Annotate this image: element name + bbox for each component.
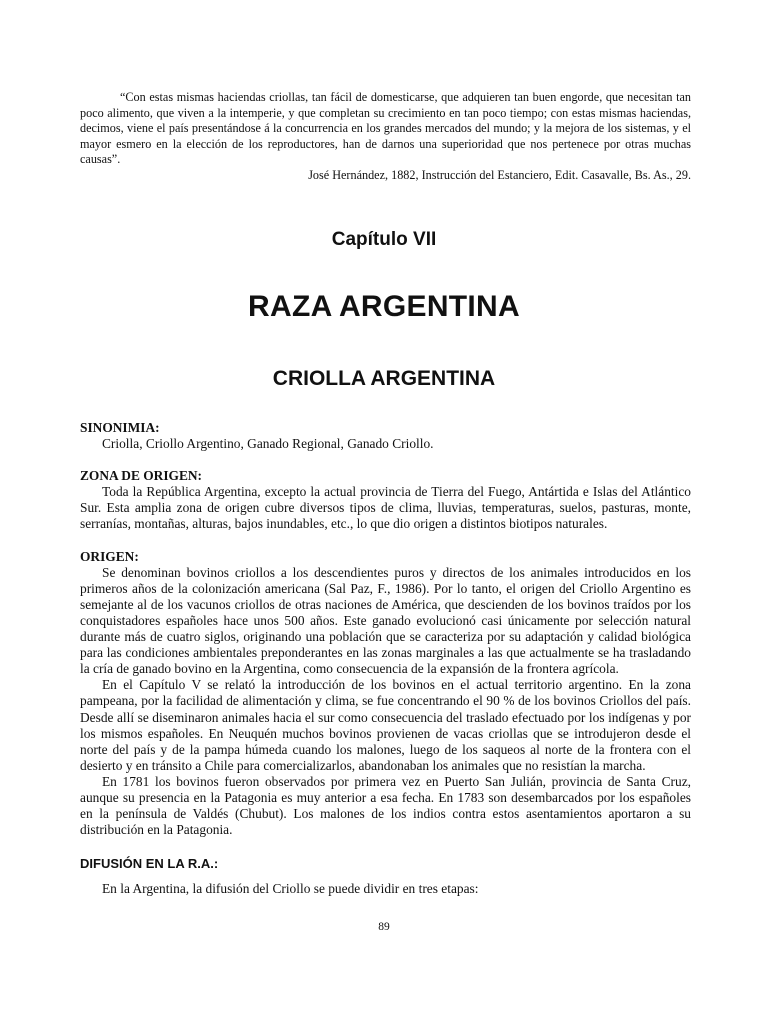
section-heading: ZONA DE ORIGEN: — [80, 468, 203, 484]
section-paragraph: En el Capítulo V se relató la introducción de los bovinos en el actual territorio argentino. En la zona pampeana, por la facilidad de alimentación y clima, se fue concentrando el 90 % de los bovinos Criollos del país. Desde allí se diseminaron animales hacia el sur como consecuencia del traslado efectuado por los indígenas y por los mismos españoles. En Neuquén muchos bovinos provienen de vacas criollas que se introdujeron desde el norte del país y de la pampa húmeda cuando los malones, luego de los saqueos al norte de la frontera con el desierto y en tránsito a Chile para comercializarlos, abandonaban los animales que no resistían la marcha. — [80, 677, 691, 773]
section-paragraph: Toda la República Argentina, excepto la actual provincia de Tierra del Fuego, Antártida e Islas del Atlántico Sur. Esta amplia zona de origen cubre diversos tipos de clima, lluvias, temperaturas, suelos, pasturas, monte, serranías, montañas, alturas, bajos inundables, etc., lo que dio origen a distintos biotipos naturales. — [80, 484, 691, 532]
section-paragraph: En 1781 los bovinos fueron observados por primera vez en Puerto San Julián, provincia de Santa Cruz, aunque su presencia en la Patagonia es muy anterior a esa fecha. En 1783 son desembarcados por los españoles en la península de Valdés (Chubut). Los malones de los indios contra estos asentamientos aportaron a su distribución en la Patagonia. — [80, 773, 691, 838]
section-zona-de-origen — [80, 468, 691, 532]
section-sinonimia — [80, 420, 691, 452]
section-heading: DIFUSIÓN EN LA R.A.: — [80, 856, 219, 872]
page-subtitle: CRIOLLA ARGENTINA — [272, 367, 496, 390]
section-heading: ORIGEN: — [80, 548, 139, 564]
epigraph-citation: José Hernández, 1882, Instrucción del Estanciero, Edit. Casavalle, Bs. As., 29. — [308, 167, 691, 182]
document-body — [80, 420, 691, 897]
epigraph — [80, 90, 691, 184]
epigraph-quote: “Con estas mismas haciendas criollas, tan fácil de domesticarse, que adquieren tan buen engorde, que necesitan tan poco alimento, que viven a la intemperie, y que completan su crecimiento en tan poco tiempo; con estas mismas haciendas, decimos, viene el país presentándose á la concurrencia en los grandes mercados del mundo; y la mejora de los sistemas, y el mayor esmero en la elección de los reproductores, han de darnos una superioridad que nos pertenece por otras muchas causas”. — [80, 90, 691, 167]
section-difusion — [80, 856, 691, 897]
section-paragraph: Se denominan bovinos criollos a los descendientes puros y directos de los animales introducidos en los primeros años de la colonización americana (Sal Paz, F., 1986). Por lo tanto, el origen del Criollo Argentino es semejante al de los vacunos criollos de otras naciones de América, que descienden de los bovinos traídos por los conquistadores españoles hace unos 500 años. Este ganado evolucionó casi únicamente por selección natural durante más de cuatro siglos, originando una población que se caracteriza por su adaptación y calidad biológica para las condiciones ambientales preponderantes en las zonas marginales a las que actualmente se ha trasladando la cría de ganado bovino en la Argentina, como consecuencia de la expansión de la frontera agrícola. — [80, 564, 691, 677]
page-title: RAZA ARGENTINA — [248, 290, 520, 323]
section-origen — [80, 549, 691, 839]
section-paragraph: En la Argentina, la difusión del Criollo se puede dividir en tres etapas: — [102, 881, 479, 897]
section-paragraph: Criolla, Criollo Argentino, Ganado Regional, Ganado Criollo. — [102, 436, 434, 452]
page-number: 89 — [378, 921, 390, 933]
chapter-label: Capítulo VII — [331, 229, 437, 250]
section-heading: SINONIMIA: — [80, 420, 160, 435]
